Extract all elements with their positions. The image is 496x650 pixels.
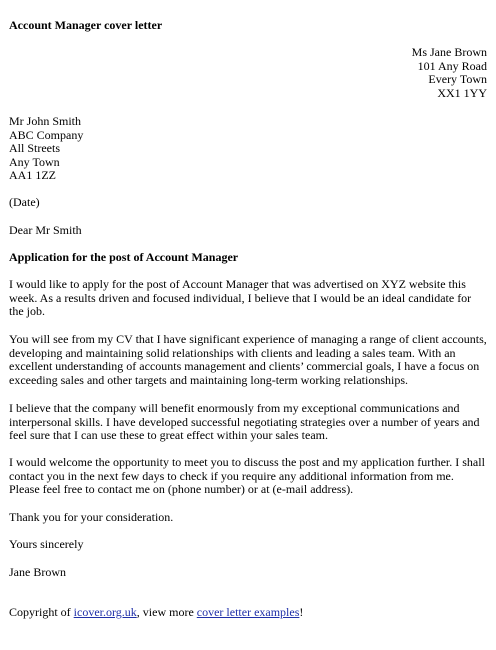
letter-date: (Date) <box>9 195 40 209</box>
recipient-company: ABC Company <box>9 127 84 142</box>
recipient-name: Mr John Smith <box>9 114 82 128</box>
sender-postcode: XX1 1YY <box>437 85 487 100</box>
footer-suffix: ! <box>299 605 304 619</box>
sender-address <box>412 46 487 100</box>
sender-name: Ms Jane Brown <box>411 45 487 59</box>
body-paragraph: You will see from my CV that I have significant experience of managing a range of client accounts, developing and maintaining solid relationships with clients and leading a sales team. With an excellent understanding of accounts management and clients’ commercial goals, I have a focus on exceeding sales and other targets and maintaining long-term working relationships. <box>9 332 487 387</box>
cover-letter-examples-link[interactable]: cover letter examples <box>196 605 300 619</box>
body-paragraph: I would welcome the opportunity to meet you to discuss the post and my application further. I shall contact you in the next few days to check if you require any additional information from me. Please feel free to contact me on (phone number) or at (e-mail address). <box>9 455 485 497</box>
recipient-postcode: AA1 1ZZ <box>9 168 56 183</box>
sender-town: Every Town <box>428 72 487 87</box>
footer-prefix: Copyright of <box>9 605 74 619</box>
icover-site-link[interactable]: icover.org.uk <box>73 605 137 619</box>
closing-line: Yours sincerely <box>9 537 84 551</box>
body-paragraph: I would like to apply for the post of Account Manager that was advertised on XYZ website this week. As a results driven and focused individual, I believe that I would be an ideal candidate for the job. <box>9 277 472 319</box>
signature-name: Jane Brown <box>9 565 66 579</box>
thanks-line: Thank you for your consideration. <box>9 510 174 524</box>
recipient-town: Any Town <box>9 154 60 169</box>
letter-subject: Application for the post of Account Manager <box>9 250 239 264</box>
footer-middle: , view more <box>136 605 197 619</box>
sender-street: 101 Any Road <box>417 58 487 73</box>
copyright-footer <box>9 606 303 620</box>
recipient-street: All Streets <box>9 141 60 156</box>
salutation: Dear Mr Smith <box>9 223 82 237</box>
body-paragraph: I believe that the company will benefit enormously from my exceptional communications and interpersonal skills. I have developed successful negotiating strategies over a number of years and feel sure that I can use these to great effect within your sales team. <box>9 401 480 443</box>
letter-title: Account Manager cover letter <box>9 18 163 32</box>
recipient-address <box>9 115 83 183</box>
